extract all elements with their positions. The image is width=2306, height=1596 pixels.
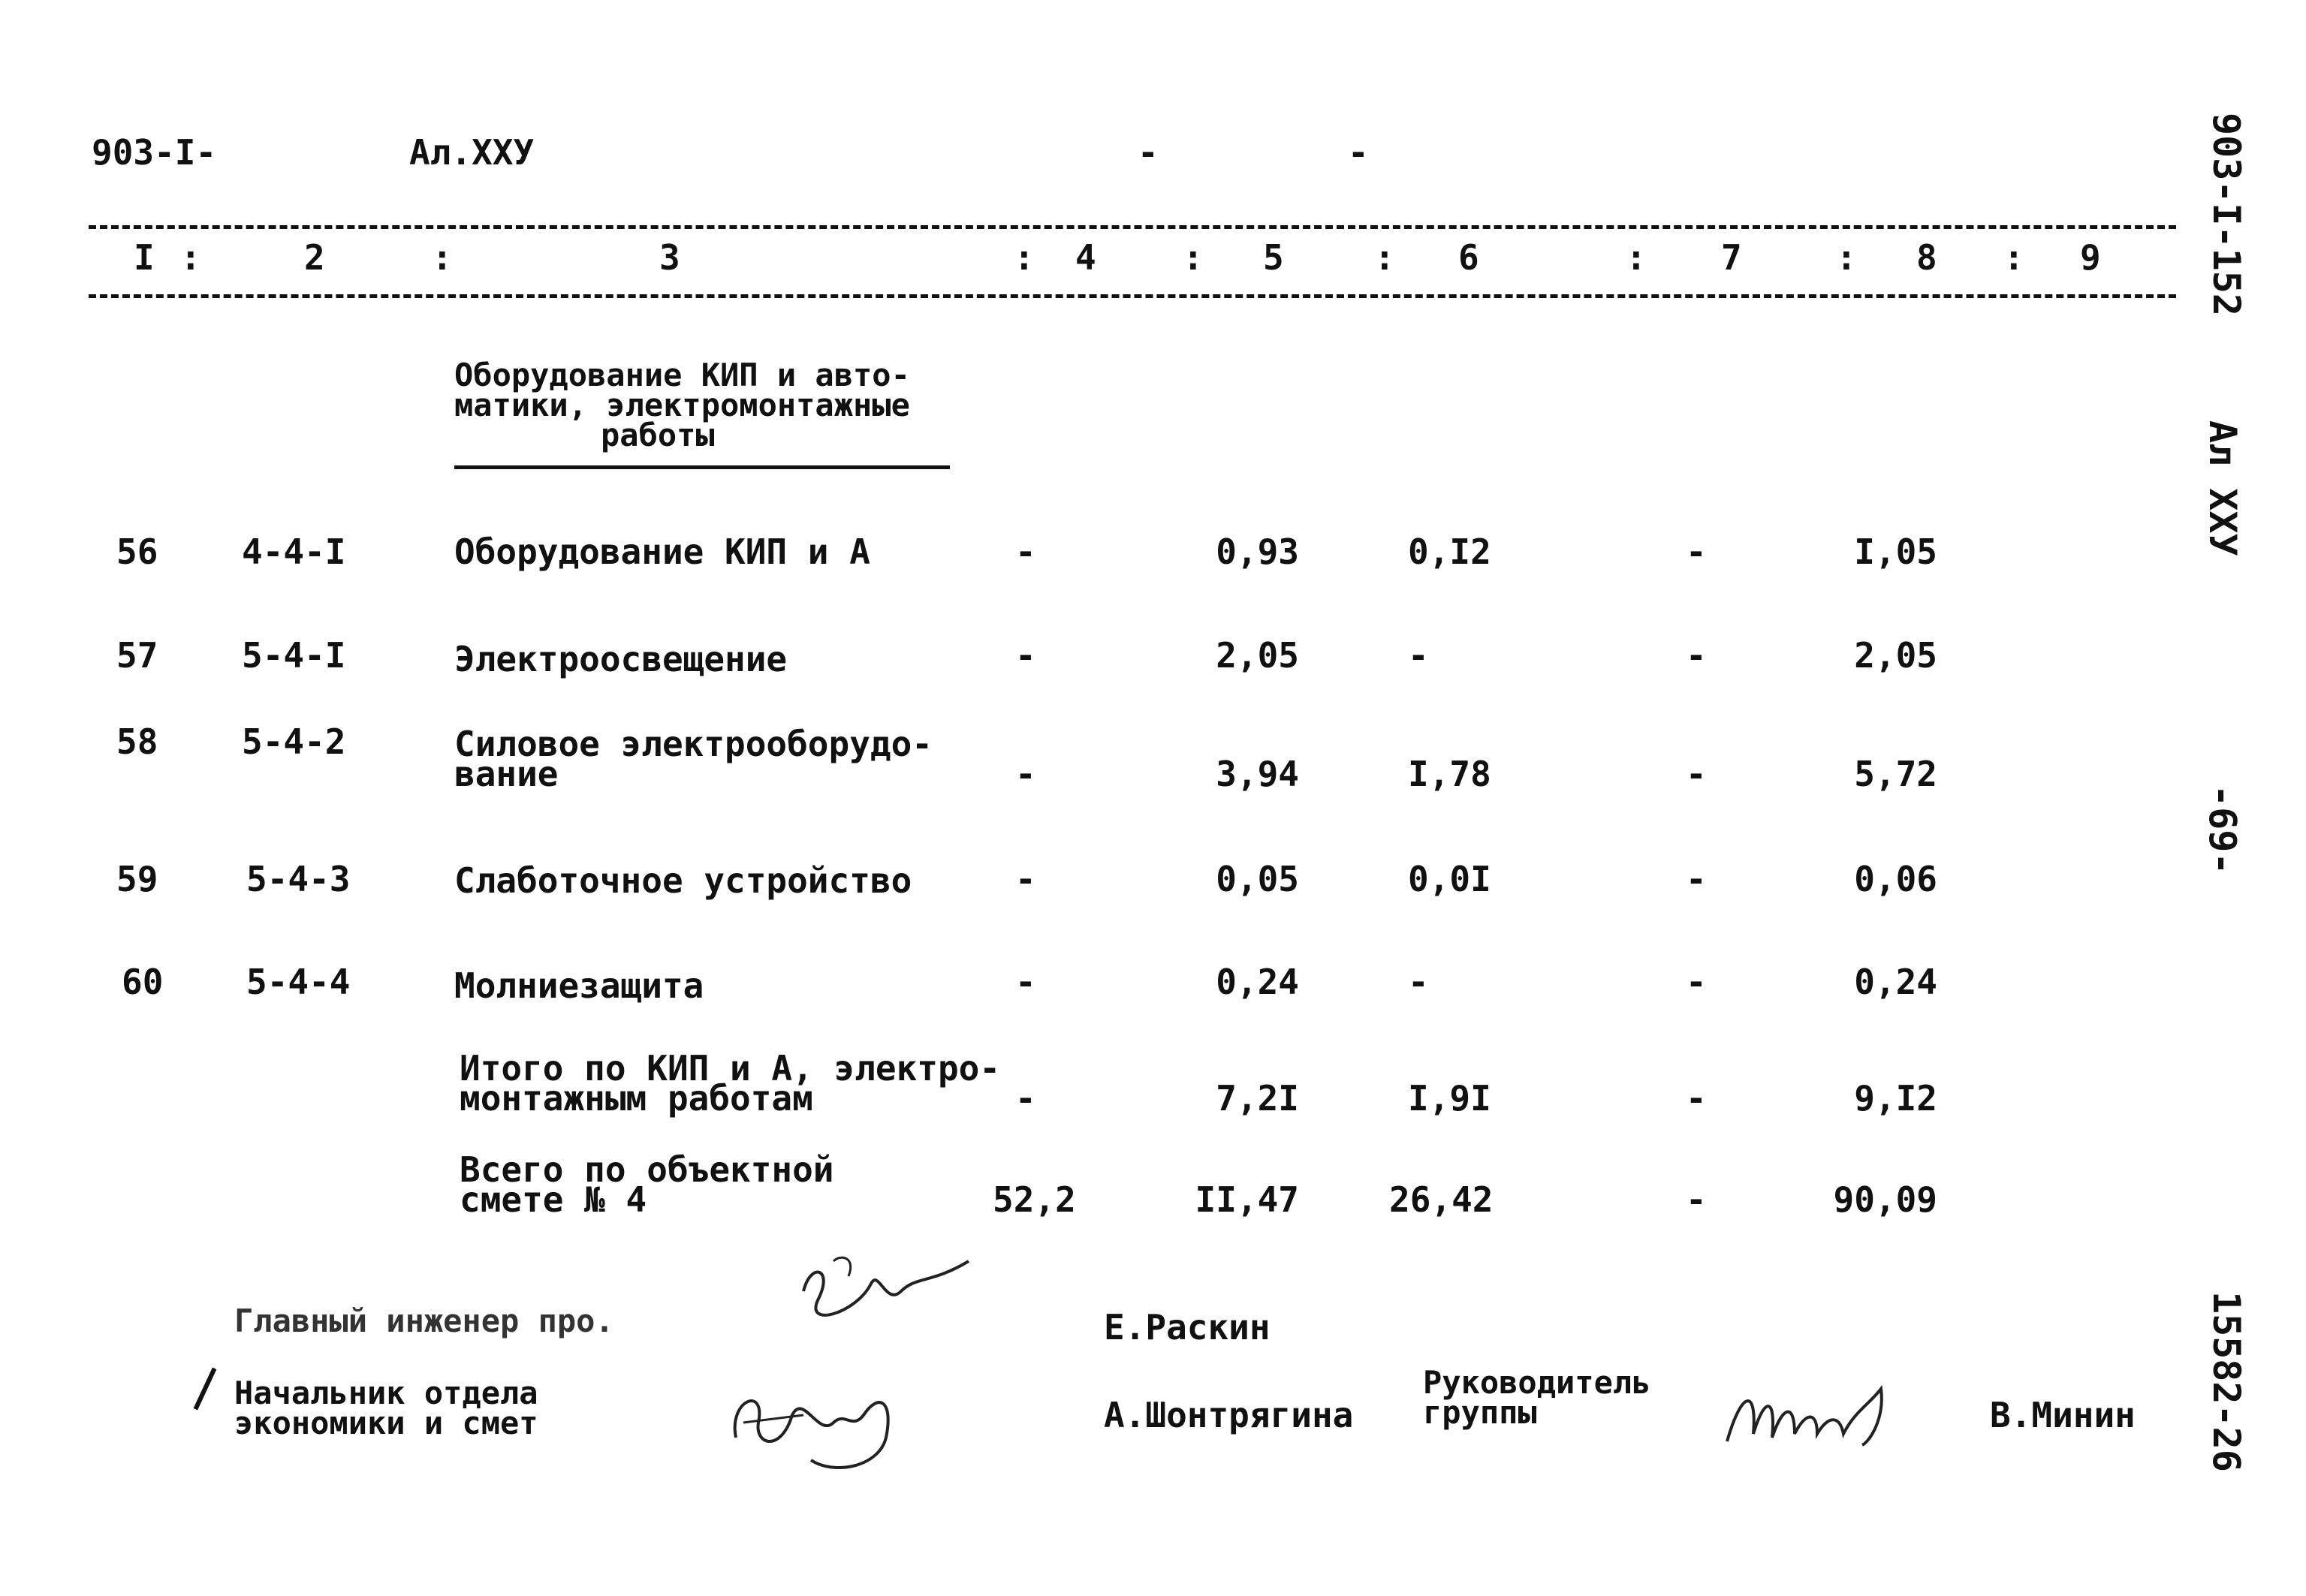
row-code: 5-4-I [242, 635, 346, 676]
cell-col4: - [1015, 754, 1036, 794]
album-number: Ал.XXУ [409, 132, 535, 173]
section-title-line: работы [601, 417, 715, 453]
header-top-rule [89, 225, 2176, 229]
column-header-1: I [134, 237, 155, 278]
column-separator: : [1183, 237, 1204, 278]
row-code: 4-4-I [242, 531, 346, 572]
group-leader-signature [1720, 1374, 1900, 1456]
row-code: 5-4-4 [246, 962, 351, 1002]
margin-project-code: 903-I-152 [2205, 113, 2248, 316]
column-separator: : [1374, 237, 1395, 278]
row-number: 59 [116, 859, 158, 899]
cell-col5: 0,05 [1216, 859, 1299, 899]
head-of-department-title: экономики и смет [234, 1405, 538, 1441]
section-title-underline [454, 465, 950, 469]
group-leader-title: Руководитель [1423, 1364, 1651, 1401]
column-separator: : [1626, 237, 1647, 278]
cell-col5: 7,2I [1216, 1078, 1299, 1119]
document-code: 903-I- [92, 132, 217, 173]
row-number: 58 [116, 721, 158, 762]
subtotal-label: монтажным работам [460, 1078, 813, 1119]
cell-col4: - [1015, 635, 1036, 676]
total-label: смете № 4 [460, 1179, 647, 1220]
header-dash: - [1138, 132, 1159, 173]
cell-col5: 2,05 [1216, 635, 1299, 676]
cell-col8: 5,72 [1854, 754, 1937, 794]
row-name: Слаботочное устройство [454, 860, 912, 901]
cell-col6: I,78 [1408, 754, 1491, 794]
cell-col6: 26,42 [1389, 1179, 1494, 1220]
column-separator: : [1014, 237, 1035, 278]
row-code: 5-4-2 [242, 721, 346, 762]
cell-col4: 52,2 [993, 1179, 1076, 1220]
cell-col6: - [1408, 635, 1429, 676]
cell-col4: - [1015, 962, 1036, 1002]
cell-col6: 0,0I [1408, 859, 1491, 899]
cell-col5: II,47 [1195, 1179, 1299, 1220]
column-header-9: 9 [2080, 237, 2101, 278]
column-header-4: 4 [1075, 237, 1096, 278]
chief-engineer-signature [788, 1246, 976, 1336]
cell-col5: 0,24 [1216, 962, 1299, 1002]
cell-col7: - [1686, 754, 1707, 794]
page-number: -69- [2201, 784, 2244, 875]
cell-col7: - [1686, 859, 1707, 899]
column-header-7: 7 [1721, 237, 1742, 278]
cell-col7: - [1686, 962, 1707, 1002]
column-header-6: 6 [1458, 237, 1479, 278]
cell-col7: - [1686, 635, 1707, 676]
section-title-line: Оборудование КИП и авто- [454, 357, 910, 393]
cell-col6: I,9I [1408, 1078, 1491, 1119]
cell-col8: 90,09 [1833, 1179, 1937, 1220]
cell-col5: 3,94 [1216, 754, 1299, 794]
row-number: 56 [116, 531, 158, 572]
chief-engineer-name: Е.Раскин [1104, 1307, 1271, 1348]
cell-col7: - [1686, 531, 1707, 572]
header-bottom-rule [89, 294, 2176, 298]
column-separator: : [2003, 237, 2024, 278]
row-name: Молниезащита [454, 965, 704, 1006]
cell-col6: - [1408, 962, 1429, 1002]
cell-col6: 0,I2 [1408, 531, 1491, 572]
subtotal-label: Итого по КИП и А, электро- [460, 1048, 1001, 1089]
header-dash: - [1348, 132, 1369, 173]
total-label: Всего по объектной [460, 1149, 834, 1190]
column-header-2: 2 [304, 237, 325, 278]
row-name: вание [454, 754, 559, 794]
cell-col7: - [1686, 1179, 1707, 1220]
row-number: 60 [122, 962, 164, 1002]
head-of-department-signature [721, 1370, 939, 1483]
cell-col8: 2,05 [1854, 635, 1937, 676]
cell-col8: 9,I2 [1854, 1078, 1937, 1119]
group-leader-name: В.Минин [1990, 1395, 2136, 1435]
column-header-5: 5 [1263, 237, 1284, 278]
cell-col4: - [1015, 531, 1036, 572]
cell-col5: 0,93 [1216, 531, 1299, 572]
row-name: Оборудование КИП и А [454, 531, 870, 572]
margin-registration-number: 15582-26 [2205, 1291, 2248, 1472]
column-separator: : [180, 237, 201, 278]
cell-col8: 0,24 [1854, 962, 1937, 1002]
row-code: 5-4-3 [246, 859, 351, 899]
row-number: 57 [116, 635, 158, 676]
chief-engineer-title: Главный инженер про. [234, 1302, 614, 1339]
cell-col4: - [1015, 1078, 1036, 1119]
section-title-line: матики, электромонтажные [454, 387, 910, 423]
group-leader-title: группы [1423, 1394, 1537, 1431]
head-of-department-name: А.Шонтрягина [1104, 1395, 1354, 1435]
head-of-department-title: Начальник отдела [234, 1375, 538, 1411]
column-separator: : [1836, 237, 1857, 278]
margin-mark [194, 1368, 217, 1411]
cell-col8: I,05 [1854, 531, 1937, 572]
row-name: Силовое электрооборудо- [454, 724, 933, 764]
cell-col4: - [1015, 859, 1036, 899]
row-name: Электроосвещение [454, 639, 788, 679]
column-header-8: 8 [1916, 237, 1937, 278]
cell-col8: 0,06 [1854, 859, 1937, 899]
column-header-3: 3 [659, 237, 680, 278]
margin-album: Ал XXУ [2201, 420, 2244, 556]
column-separator: : [432, 237, 453, 278]
cell-col7: - [1686, 1078, 1707, 1119]
